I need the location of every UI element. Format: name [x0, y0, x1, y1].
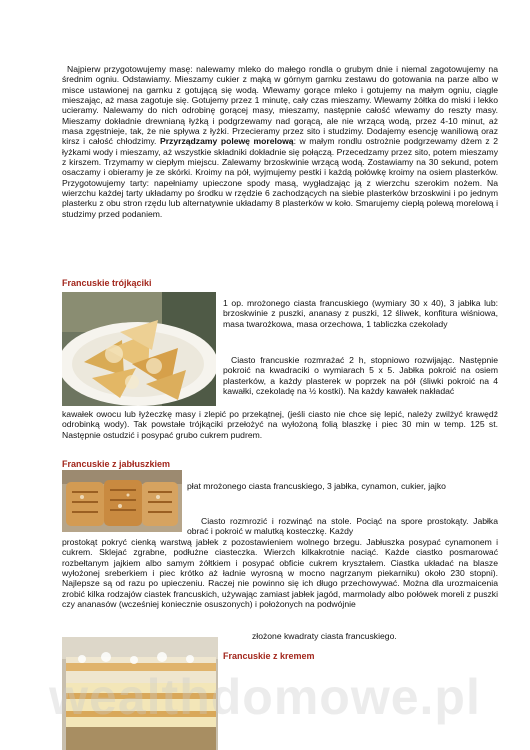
trojkaciki-method-top: Ciasto francuskie rozmrażać 2 h, stopniowo rozwijając. Następnie pokroić na kwadraciki o wymiarach 5 x 5. Jabłka pokroić na osiem plasterków, a każdy plasterek w poprzek na pół (śliwki pokroić na 4 kawałki, czekoladę na ½ kostki). Na każdy kawałek nakładać [223, 355, 498, 397]
intro-text-1: Najpierw przygotowujemy masę: nalewamy mleko do małego rondla o grubym dnie i niemal zagotowujemy na średnim ogniu. Odstawiamy. Mieszamy cukier z mąką w górnym garnku zestawu do gotowania na parze albo w misce ustawionej na garnku z gotującą się wodą. Wlewamy gorące mleko i gotujemy na małym ogniu, ciągle mieszając, aż masa zagotuje się. Gotujemy przez 1 minutę, cały czas mieszamy. Wlewamy żółtka do miski i lekko ucieramy. Nalewamy do nich odrobinę gorącej masy, mieszamy, następnie całość wlewamy do reszty masy. Mieszamy dokładnie drewnianą łyżką i podgrzewamy nad gorącą, ale nie wrzącą wodą, przez 4-10 minut, aż masa zgęstnieje, tak, że nie spływa z łyżki. Przecieramy przez sito i studzimy. Dodajemy esencję waniliową oraz kirsz i całość chłodzimy. [62, 64, 498, 147]
section-heading-kremem: Francuskie z kremem [223, 651, 315, 661]
section-heading-jabluszkiem: Francuskie z jabłuszkiem [62, 459, 171, 469]
jabluszkiem-ingredients: płat mrożonego ciasta francuskiego, 3 jabłka, cynamon, cukier, jajko [187, 481, 446, 491]
trojkaciki-photo [62, 292, 216, 406]
intro-text-2: : w małym rondlu ostrożnie podgrzewamy dżem z 2 łyżkami wody i mieszamy, aż wszystkie składniki dokładnie się połączą. Przecedzamy przez sito, potem mieszamy z kirszem. Trzymamy w ciepłym miejscu. Zalewamy brzoskwinie wrzącą wodą. Zostawiamy na 30 sekund, potem osaczamy i obieramy je ze skórki. Kroimy na pół, wyjmujemy pestki i każdą połówkę kroimy na osiem plasterków. Przygotowujemy tarty: napełniamy upieczone spody masą, wygładzając ją z wierzchu szerokim nożem. Na wierzchu każdej tarty układamy po środku w rzędzie 6 zachodzących na siebie plasterków brzoskwini i po jednym plasterku z obu stron rzędu lub alternatywnie układamy 8 plasterków w koło. Smarujemy ciepłą polewą morelową i studzimy przed podaniem. [62, 136, 498, 219]
section-heading-trojkaciki: Francuskie trójkąciki [62, 278, 152, 288]
trojkaciki-ingredients: 1 op. mrożonego ciasta francuskiego (wymiary 30 x 40), 3 jabłka lub: brzoskwinie z puszki, ananasy z puszki, 12 śliwek, konfitura wiśniowa, masa twarożkowa, masa orzechowa, 1 tabliczka czekolady [223, 298, 498, 329]
trojkaciki-method-bottom: kawałek owocu lub łyżeczkę masy i zlepić po przekątnej, (jeśli ciasto nie chce się lepić, należy zwilżyć krawędź odrobinką wody). Tak powstałe trójkąciki przełożyć na wyłożoną folią blaszkę i piec 30 min w temp. 125 st. Następnie ostudzić i posypać grubo cukrem pudrem. [62, 409, 498, 440]
intro-paragraph [62, 64, 498, 219]
jabluszkiem-photo [62, 470, 182, 532]
watermark: wealthdomowe.pl [49, 669, 481, 725]
jabluszkiem-method-main: prostokąt pokryć cienką warstwą jabłek z pozostawieniem wolnego brzegu. Jabłuszka posypać cynamonem i cukrem. Sklejać zgrabne, podłużne ciasteczka. Wierzch kilkakrotnie naciąć. Każde ciastko posmarować rozbełtanym jajkiem albo samym żółtkiem i posypać obficie cukrem kryształem. Ciastka układać na blasze wyłożonej sreberkiem i piec krótko aż ładnie wyrosną w mocno nagrzanym piekarniku) około 230 stopni). Najlepsze są od razu po upieczeniu. Raczej nie powinno się ich długo przechowywać. Można dla urozmaicenia zrobić kilka rodzajów ciastek francuskich, używając zamiast jabłek jagód, marmolady albo połówek moreli z puszki czy ananasów (wcześniej koniecznie osuszonych) i położonych na podwójnie [62, 537, 498, 610]
jabluszkiem-method-end: złożone kwadraty ciasta francuskiego. [252, 631, 397, 641]
jabluszkiem-method-top: Ciasto rozmrozić i rozwinąć na stole. Pociąć na spore prostokąty. Jabłka obrać i pokroić w malutką kosteczkę. Każdy [187, 516, 498, 537]
intro-bold: Przyrządzamy polewę morelową [159, 136, 294, 147]
